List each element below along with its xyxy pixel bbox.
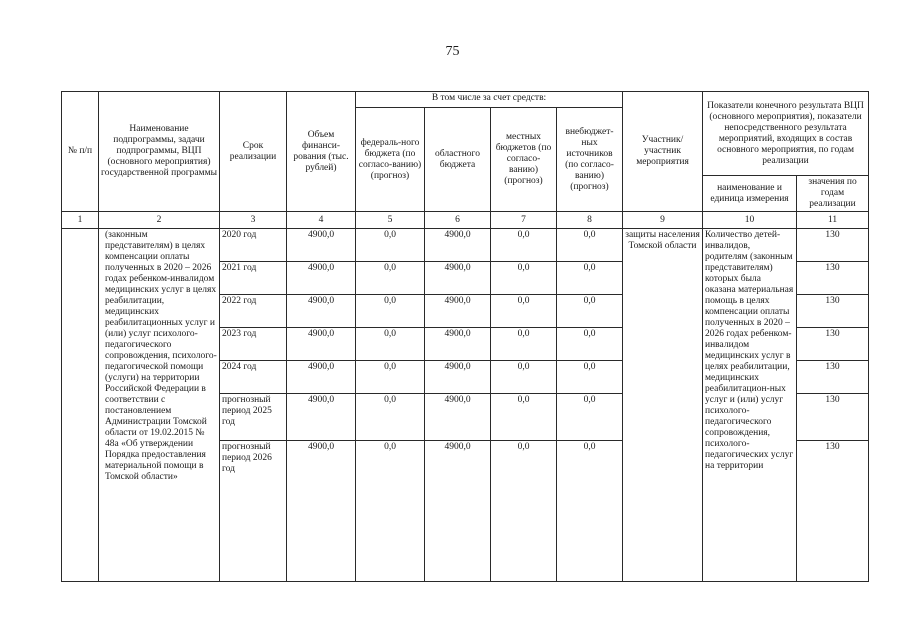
extra-value: 0,0 bbox=[557, 394, 623, 441]
federal-value: 0,0 bbox=[356, 295, 425, 328]
header-regional: областного бюджета bbox=[425, 108, 491, 212]
local-value: 0,0 bbox=[491, 441, 557, 582]
header-extra: внебюджет-ных источников (по согласо-ванию) (прогноз) bbox=[557, 108, 623, 212]
header-federal: федераль-ного бюджета (по согласо-ванию) (прогноз) bbox=[356, 108, 425, 212]
column-number: 11 bbox=[797, 212, 869, 229]
column-number: 10 bbox=[703, 212, 797, 229]
local-value: 0,0 bbox=[491, 394, 557, 441]
federal-value: 0,0 bbox=[356, 328, 425, 361]
column-number: 2 bbox=[99, 212, 220, 229]
volume-value: 4900,0 bbox=[287, 328, 356, 361]
year-period: прогнозный период 2025 год bbox=[220, 394, 287, 441]
volume-value: 4900,0 bbox=[287, 361, 356, 394]
column-number: 1 bbox=[62, 212, 99, 229]
year-period: 2024 год bbox=[220, 361, 287, 394]
volume-value: 4900,0 bbox=[287, 441, 356, 582]
indicator-value: 130 bbox=[797, 229, 869, 262]
indicator-value: 130 bbox=[797, 328, 869, 361]
extra-value: 0,0 bbox=[557, 295, 623, 328]
column-number: 3 bbox=[220, 212, 287, 229]
column-number: 5 bbox=[356, 212, 425, 229]
regional-value: 4900,0 bbox=[425, 441, 491, 582]
federal-value: 0,0 bbox=[356, 262, 425, 295]
year-period: 2023 год bbox=[220, 328, 287, 361]
header-number: № п/п bbox=[62, 92, 99, 212]
local-value: 0,0 bbox=[491, 229, 557, 262]
indicator-value: 130 bbox=[797, 441, 869, 582]
year-period: прогнозный период 2026 год bbox=[220, 441, 287, 582]
year-period: 2022 год bbox=[220, 295, 287, 328]
year-period: 2021 год bbox=[220, 262, 287, 295]
column-number: 7 bbox=[491, 212, 557, 229]
header-indicators-group: Показатели конечного результата ВЦП (основного мероприятия), показатели непосредственного результата мероприятий, входящих в состав основного мероприятия, по годам реализации bbox=[703, 92, 869, 176]
column-number: 8 bbox=[557, 212, 623, 229]
regional-value: 4900,0 bbox=[425, 262, 491, 295]
column-number: 6 bbox=[425, 212, 491, 229]
participant: защиты населения Томской области bbox=[623, 229, 703, 582]
indicator-value: 130 bbox=[797, 361, 869, 394]
federal-value: 0,0 bbox=[356, 394, 425, 441]
extra-value: 0,0 bbox=[557, 328, 623, 361]
regional-value: 4900,0 bbox=[425, 295, 491, 328]
header-local: местных бюджетов (по согласо-ванию) (прогноз) bbox=[491, 108, 557, 212]
extra-value: 0,0 bbox=[557, 262, 623, 295]
row-number bbox=[62, 229, 99, 582]
volume-value: 4900,0 bbox=[287, 394, 356, 441]
regional-value: 4900,0 bbox=[425, 394, 491, 441]
row-name: (законным представителям) в целях компенсации оплаты полученных в 2020 – 2026 годах ребенком-инвалидом медицинских услуг в целях реабилитации, медицинских реабилитационных услуг и (или) услуг психолого-педагогического сопровождения, психолого-педагогической помощи (услуги) на территории Российской Федерации в соответствии с постановлением Администрации Томской области от 19.02.2015 № 48а «Об утверждении Порядка предоставления материальной помощи в Томской области» bbox=[99, 229, 220, 582]
regional-value: 4900,0 bbox=[425, 361, 491, 394]
federal-value: 0,0 bbox=[356, 229, 425, 262]
column-number: 4 bbox=[287, 212, 356, 229]
regional-value: 4900,0 bbox=[425, 328, 491, 361]
year-period: 2020 год bbox=[220, 229, 287, 262]
extra-value: 0,0 bbox=[557, 361, 623, 394]
volume-value: 4900,0 bbox=[287, 229, 356, 262]
header-sources-group: В том числе за счет средств: bbox=[356, 92, 623, 108]
header-volume: Объем финанси-рования (тыс. рублей) bbox=[287, 92, 356, 212]
indicator-value: 130 bbox=[797, 262, 869, 295]
indicator-name: Количество детей-инвалидов, родителям (законным представителям) которых была оказана материальная помощь в целях компенсации оплаты полученных в 2020 – 2026 годах ребенком-инвалидом медицинских услуг в целях реабилитации, медицинских реабилитацион-ных услуг и (или) услуг психолого-педагогического сопровождения, психолого-педагогических услуг на территории bbox=[703, 229, 797, 582]
federal-value: 0,0 bbox=[356, 441, 425, 582]
local-value: 0,0 bbox=[491, 361, 557, 394]
page-number: 75 bbox=[445, 44, 460, 59]
budget-table bbox=[61, 91, 869, 582]
volume-value: 4900,0 bbox=[287, 262, 356, 295]
local-value: 0,0 bbox=[491, 262, 557, 295]
volume-value: 4900,0 bbox=[287, 295, 356, 328]
header-name: Наименование подпрограммы, задачи подпрограммы, ВЦП (основного мероприятия) государственной программы bbox=[99, 92, 220, 212]
local-value: 0,0 bbox=[491, 328, 557, 361]
extra-value: 0,0 bbox=[557, 229, 623, 262]
indicator-value: 130 bbox=[797, 394, 869, 441]
local-value: 0,0 bbox=[491, 295, 557, 328]
header-indicator-name: наименование и единица измерения bbox=[703, 176, 797, 212]
column-number: 9 bbox=[623, 212, 703, 229]
header-term: Срок реализации bbox=[220, 92, 287, 212]
header-indicator-values: значения по годам реализации bbox=[797, 176, 869, 212]
regional-value: 4900,0 bbox=[425, 229, 491, 262]
indicator-value: 130 bbox=[797, 295, 869, 328]
federal-value: 0,0 bbox=[356, 361, 425, 394]
header-participant: Участник/ участник мероприятия bbox=[623, 92, 703, 212]
extra-value: 0,0 bbox=[557, 441, 623, 582]
